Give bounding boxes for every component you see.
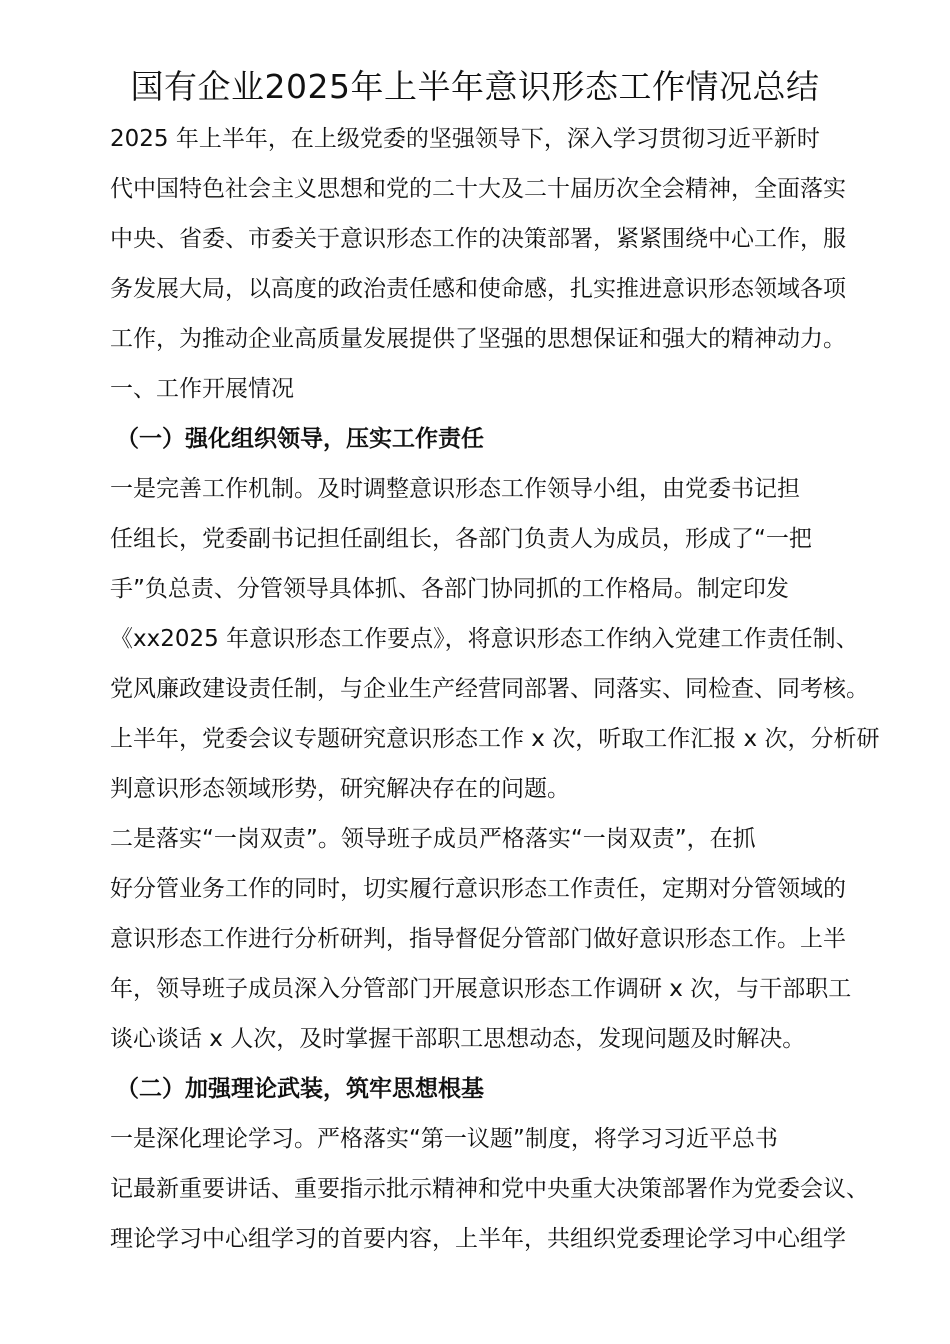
document-title: 国有企业2025年上半年意识形态工作情况总结: [130, 67, 820, 106]
text-line: 二是落实“一岗双责”。领导班子成员严格落实“一岗双责”，在抓: [110, 826, 756, 852]
body-paragraph: [58, 814, 898, 1064]
subsection-heading: （二）加强理论武装，筑牢思想根基: [116, 1076, 484, 1102]
subsection-heading: （一）强化组织领导，压实工作责任: [116, 426, 484, 452]
text-line: 谈心谈话 x 人次，及时掌握干部职工思想动态，发现问题及时解决。: [110, 1026, 806, 1052]
text-line: 好分管业务工作的同时，切实履行意识形态工作责任，定期对分管领域的: [110, 876, 846, 902]
text-line: 工作，为推动企业高质量发展提供了坚强的思想保证和强大的精神动力。: [110, 326, 846, 352]
text-line: 一是完善工作机制。及时调整意识形态工作领导小组，由党委书记担: [110, 476, 800, 502]
text-line: 上半年，党委会议专题研究意识形态工作 x 次，听取工作汇报 x 次，分析研: [110, 726, 880, 752]
text-line: 一是深化理论学习。严格落实“第一议题”制度，将学习习近平总书: [110, 1126, 778, 1152]
text-line: 代中国特色社会主义思想和党的二十大及二十届历次全会精神，全面落实: [110, 176, 846, 202]
text-line: 党风廉政建设责任制，与企业生产经营同部署、同落实、同检查、同考核。: [110, 676, 869, 702]
text-line: 年，领导班子成员深入分管部门开展意识形态工作调研 x 次，与干部职工: [110, 976, 852, 1002]
section-heading: 一、工作开展情况: [110, 376, 294, 402]
text-line: 手”负总责、分管领导具体抓、各部门协同抓的工作格局。制定印发: [110, 576, 789, 602]
text-line: 理论学习中心组学习的首要内容，上半年，共组织党委理论学习中心组学: [110, 1226, 846, 1252]
body-paragraph: [58, 464, 898, 814]
document-body: [58, 114, 898, 1264]
text-line: 判意识形态领域形势，研究解决存在的问题。: [110, 776, 570, 802]
text-line: 任组长，党委副书记担任副组长，各部门负责人为成员，形成了“一把: [110, 526, 812, 552]
text-line: 意识形态工作进行分析研判，指导督促分管部门做好意识形态工作。上半: [110, 926, 846, 952]
text-line: 《xx2025 年意识形态工作要点》，将意识形态工作纳入党建工作责任制、: [110, 626, 859, 652]
text-line: 中央、省委、市委关于意识形态工作的决策部署，紧紧围绕中心工作，服: [110, 226, 846, 252]
text-line: 记最新重要讲话、重要指示批示精神和党中央重大决策部署作为党委会议、: [110, 1176, 869, 1202]
text-line: 务发展大局，以高度的政治责任感和使命感，扎实推进意识形态领域各项: [110, 276, 846, 302]
intro-paragraph: [58, 114, 898, 364]
text-line: 2025 年上半年，在上级党委的坚强领导下，深入学习贯彻习近平新时: [110, 126, 820, 152]
body-paragraph: [58, 1114, 898, 1264]
